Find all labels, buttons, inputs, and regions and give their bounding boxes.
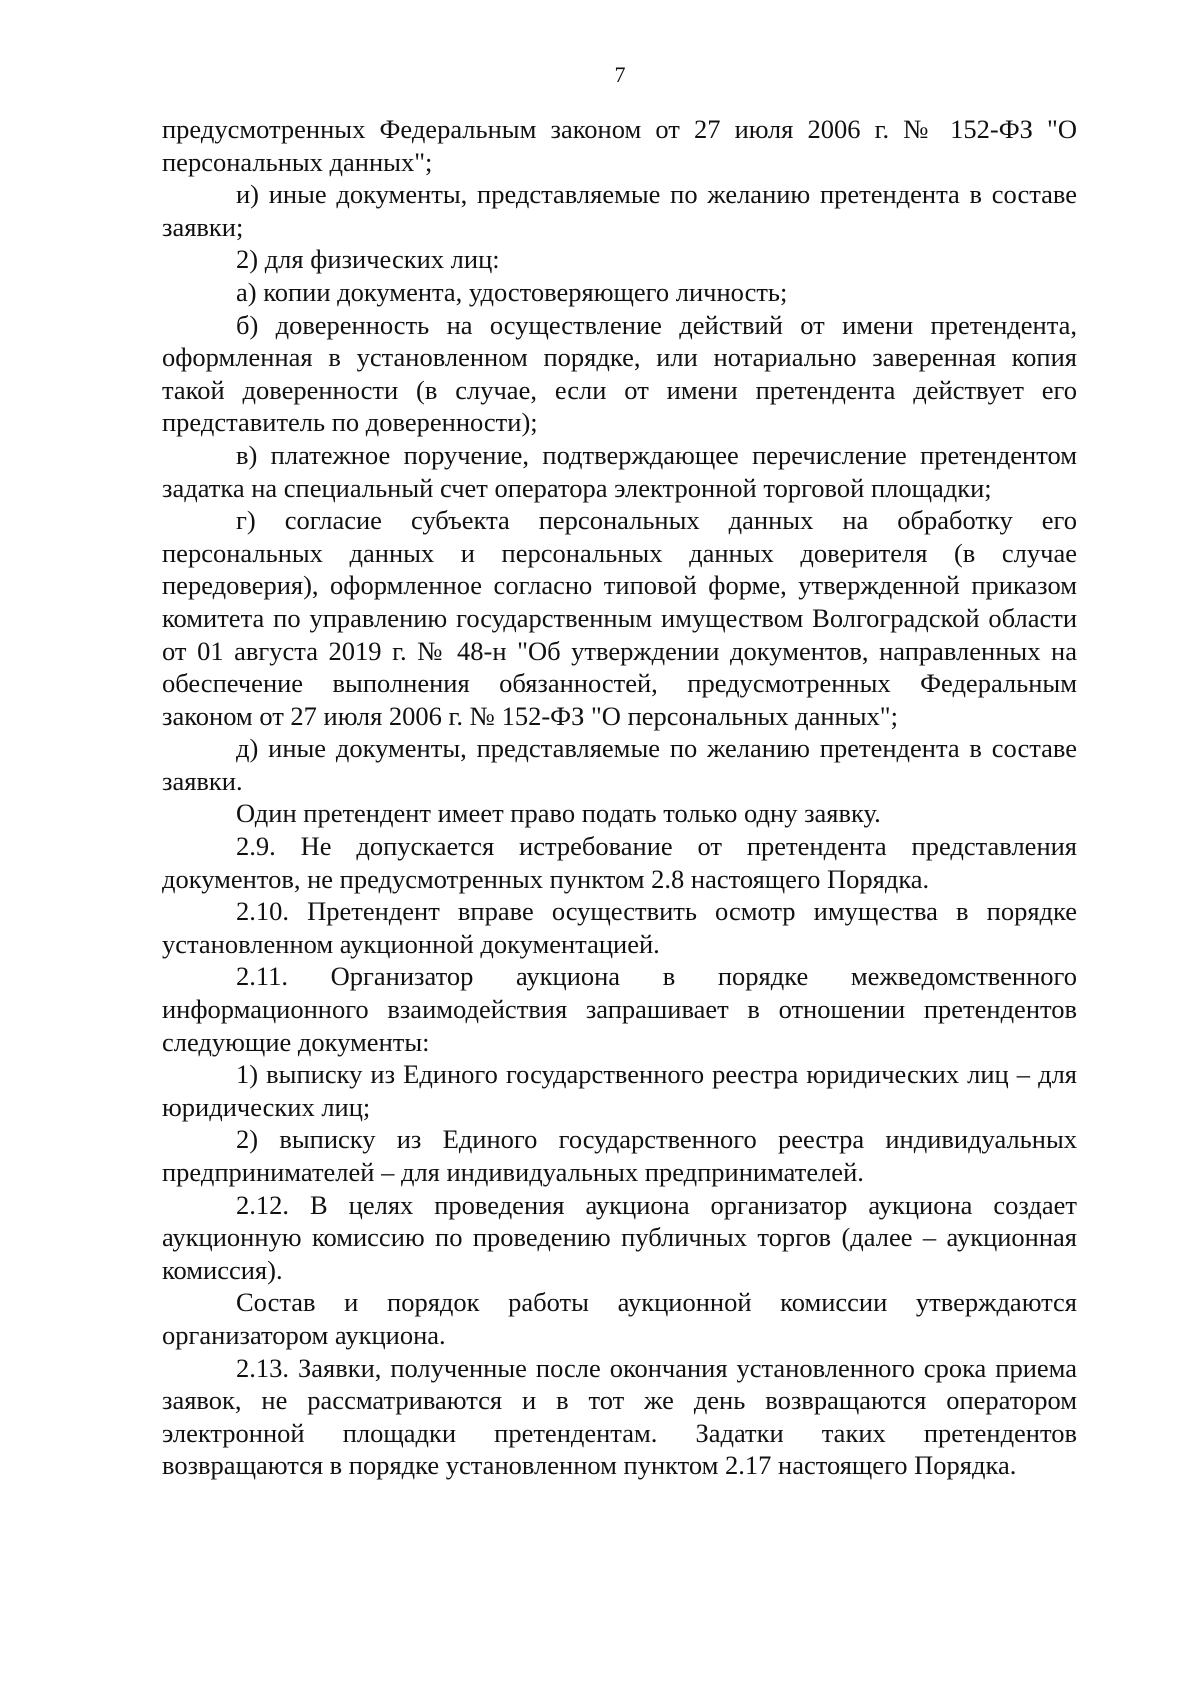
page-number: 7 (614, 62, 626, 87)
paragraph-one-application-rule: Один претендент имеет право подать только одну заявку. (236, 798, 881, 829)
paragraph-2-11: 2.11. Организатор аукциона в порядке межведомственного информационного взаимодействия запрашивает в отношении претендентов следующие документы: (162, 961, 1077, 1057)
paragraph-2-9: 2.9. Не допускается истребование от претендента представления документов, не предусмотренных пунктом 2.8 настоящего Порядка. (162, 831, 1077, 894)
paragraph-2-11-item-2: 2) выписку из Единого государственного реестра индивидуальных предпринимателей – для индивидуальных предпринимателей. (162, 1124, 1077, 1187)
paragraph-item-a-identity-copy: а) копии документа, удостоверяющего личность; (236, 276, 788, 307)
paragraph-personal-data-law-continuation: предусмотренных Федеральным законом от 27 июля 2006 г. № 152-ФЗ "О персональных данных"; (162, 114, 1077, 177)
paragraph-commission-composition: Состав и порядок работы аукционной комиссии утверждаются организатором аукциона. (162, 1287, 1077, 1350)
document-body (162, 113, 1077, 1482)
paragraph-2-11-item-1: 1) выписку из Единого государственного реестра юридических лиц – для юридических лиц; (162, 1059, 1077, 1122)
paragraph-2-10: 2.10. Претендент вправе осуществить осмотр имущества в порядке установленном аукционной документацией. (162, 896, 1077, 959)
paragraph-individuals-heading: 2) для физических лиц: (236, 244, 500, 275)
paragraph-2-13: 2.13. Заявки, полученные после окончания установленного срока приема заявок, не рассматриваются и в тот же день возвращаются оператором электронной площадки претендентам. Задатки таких претендентов возвращаются в порядке установленном пунктом 2.17 настоящего Порядка. (162, 1352, 1077, 1481)
paragraph-item-b-power-of-attorney: б) доверенность на осуществление действий от имени претендента, оформленная в установленном порядке, или нотариально заверенная копия такой доверенности (в случае, если от имени претендента действует его представитель по доверенности); (162, 309, 1077, 438)
paragraph-item-d-other-documents: д) иные документы, представляемые по желанию претендента в составе заявки. (162, 733, 1077, 796)
paragraph-item-v-payment-order: в) платежное поручение, подтверждающее перечисление претендентом задатка на специальный счет оператора электронной торговой площадки; (162, 439, 1077, 503)
paragraph-item-i-other-documents: и) иные документы, представляемые по желанию претендента в составе заявки; (162, 179, 1077, 242)
paragraph-item-g-consent: г) согласие субъекта персональных данных на обработку его персональных данных и персональных данных доверителя (в случае передоверия), оформленное согласно типовой форме, утвержденной приказом комитета по управлению государственным имуществом Волгоградской области от 01 августа 2019 г. № 48-н "Об утверждении документов, направленных на обеспечение выполнения обязанностей, предусмотренных Федеральным законом от 27 июля 2006 г. № 152-ФЗ "О персональных данных"; (162, 505, 1077, 731)
paragraph-2-12: 2.12. В целях проведения аукциона организатор аукциона создает аукционную комиссию по проведению публичных торгов (далее – аукционная комиссия). (162, 1189, 1077, 1285)
